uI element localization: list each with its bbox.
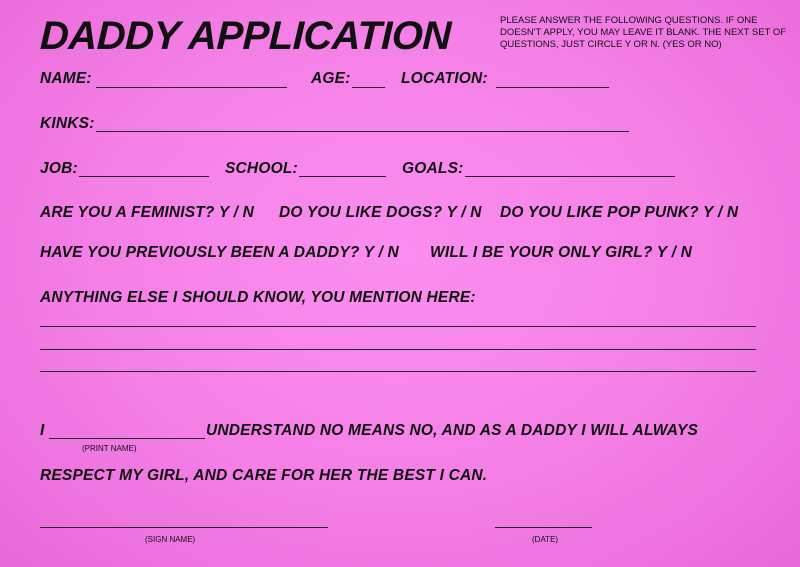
school-field[interactable] [299,176,386,177]
age-field[interactable] [352,87,385,88]
feminist-question[interactable]: ARE YOU A FEMINIST? Y / N [40,204,254,221]
anything-else-line-3[interactable] [40,371,756,372]
name-label: NAME: [40,70,92,87]
location-label: LOCATION: [401,70,488,87]
location-field[interactable] [496,87,609,88]
anything-else-line-1[interactable] [40,326,756,327]
only-girl-question[interactable]: WILL I BE YOUR ONLY GIRL? Y / N [430,244,692,261]
pledge-line-2: RESPECT MY GIRL, AND CARE FOR HER THE BEST I CAN. [40,467,488,484]
dogs-question[interactable]: DO YOU LIKE DOGS? Y / N [279,204,482,221]
form-title: DADDY APPLICATION [39,14,452,58]
kinks-label: KINKS: [40,115,95,132]
date-field[interactable] [495,527,592,528]
anything-else-label: ANYTHING ELSE I SHOULD KNOW, YOU MENTION HERE: [40,289,476,306]
age-label: AGE: [311,70,351,87]
instructions-text: PLEASE ANSWER THE FOLLOWING QUESTIONS. IF ONE DOESN'T APPLY, YOU MAY LEAVE IT BLANK. THE NEXT SET OF QUESTIONS, JUST CIRCLE Y OR N. (YES OR NO) [500,15,787,50]
pop-punk-question[interactable]: DO YOU LIKE POP PUNK? Y / N [500,204,739,221]
goals-field[interactable] [465,176,675,177]
goals-label: GOALS: [402,160,464,177]
previous-daddy-question[interactable]: HAVE YOU PREVIOUSLY BEEN A DADDY? Y / N [40,244,399,261]
kinks-field[interactable] [96,131,629,132]
job-field[interactable] [79,176,209,177]
job-label: JOB: [40,160,78,177]
pledge-prefix: I [40,422,45,439]
pledge-text: UNDERSTAND NO MEANS NO, AND AS A DADDY I WILL ALWAYS [206,422,699,439]
school-label: SCHOOL: [225,160,298,177]
name-field[interactable] [96,87,287,88]
anything-else-line-2[interactable] [40,349,756,350]
sign-name-caption: (SIGN NAME) [145,535,196,544]
sign-name-field[interactable] [40,527,328,528]
print-name-field[interactable] [49,438,205,439]
date-caption: (DATE) [532,535,559,544]
print-name-caption: (PRINT NAME) [82,444,137,453]
